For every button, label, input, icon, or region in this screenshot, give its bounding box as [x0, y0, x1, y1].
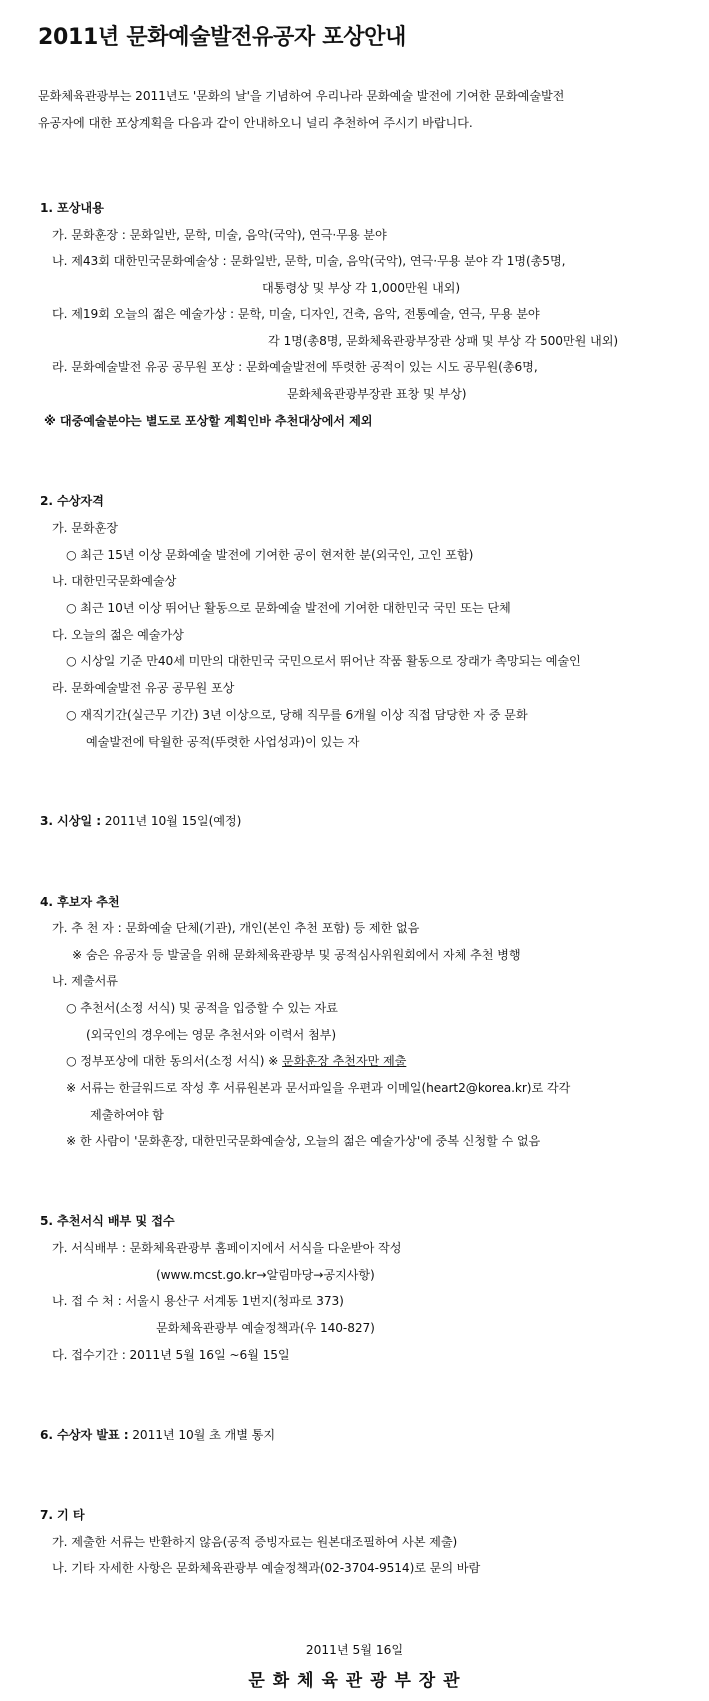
s5-item-a: 가. 서식배부 : 문화체육관광부 홈페이지에서 서식을 다운받아 작성 [52, 1241, 402, 1255]
s5-item-b: 나. 접 수 처 : 서울시 용산구 서계동 1번지(청파로 373) [52, 1294, 344, 1308]
award-date: 2011년 10월 15일(예정) [104, 814, 242, 828]
section-6 [40, 1427, 275, 1443]
s2-item-d: 라. 문화예술발전 유공 공무원 포상 [52, 681, 235, 695]
s4-consent-underline: 문화훈장 추천자만 제출 [282, 1054, 407, 1068]
s1-item-b-line2: 대통령상 및 부상 각 1,000만원 내외) [262, 281, 460, 295]
s1-item-c-line1: 다. 제19회 오늘의 젊은 예술가상 : 문학, 미술, 디자인, 건축, 음악, 전통예술, 연극, 무용 분야 [52, 307, 540, 321]
intro-line-2: 유공자에 대한 포상계획을 다음과 같이 안내하오니 널리 추천하여 주시기 바랍니다. [38, 116, 473, 130]
s7-item-b: 나. 기타 자세한 사항은 문화체육관광부 예술정책과(02-3704-9514)로 문의 바람 [52, 1561, 481, 1575]
s1-item-b-line1: 나. 제43회 대한민국문화예술상 : 문화일반, 문학, 미술, 음악(국악), 연극·무용 분야 각 1명(총5명, [52, 254, 566, 268]
s5-item-c: 다. 접수기간 : 2011년 5월 16일 ~6월 15일 [52, 1348, 290, 1362]
section-5-heading: 5. 추천서식 배부 및 접수 [40, 1214, 175, 1228]
winner-announcement: 2011년 10월 초 개별 통지 [132, 1428, 275, 1442]
s4-consent-text: ○ 정부포상에 대한 동의서(소정 서식) ※ [66, 1054, 279, 1068]
s1-item-d-line2: 문화체육관광부장관 표창 및 부상) [287, 387, 467, 401]
s5-item-a-line2: (www.mcst.go.kr→알림마당→공지사항) [156, 1268, 375, 1282]
s2-item-d-bullet-line2: 예술발전에 탁월한 공적(뚜렷한 사업성과)이 있는 자 [86, 735, 360, 749]
s5-item-b-line2: 문화체육관광부 예술정책과(우 140-827) [156, 1321, 375, 1335]
s2-item-a-bullet: ○ 최근 15년 이상 문화예술 발전에 기여한 공이 현저한 분(외국인, 고인 포함) [66, 548, 474, 562]
s4-item-a: 가. 추 천 자 : 문화예술 단체(기관), 개인(본인 추천 포함) 등 제한 없음 [52, 921, 420, 935]
s4-item-b-bullet1-sub: (외국인의 경우에는 영문 추천서와 이력서 첨부) [86, 1028, 336, 1042]
s1-item-d-line1: 라. 문화예술발전 유공 공무원 포상 : 문화예술발전에 뚜렷한 공적이 있는 시도 공무원(총6명, [52, 360, 538, 374]
section-2-heading: 2. 수상자격 [40, 494, 104, 508]
s4-item-b-bullet1: ○ 추천서(소정 서식) 및 공적을 입증할 수 있는 자료 [66, 1001, 338, 1015]
s4-note1-line1: ※ 서류는 한글워드로 작성 후 서류원본과 문서파일을 우편과 이메일(heart2@korea.kr)로 각각 [66, 1081, 571, 1095]
s4-item-a-note: ※ 숨은 유공자 등 발굴을 위해 문화체육관광부 및 공적심사위원회에서 자체 추천 병행 [72, 948, 521, 962]
s1-item-a: 가. 문화훈장 : 문화일반, 문학, 미술, 음악(국악), 연극·무용 분야 [52, 228, 387, 242]
issue-date: 2011년 5월 16일 [305, 1643, 404, 1657]
s4-item-b-bullet2 [66, 1053, 406, 1069]
s2-item-b-bullet: ○ 최근 10년 이상 뛰어난 활동으로 문화예술 발전에 기여한 대한민국 국민 또는 단체 [66, 601, 511, 615]
s2-item-c: 다. 오늘의 젊은 예술가상 [52, 628, 184, 642]
s2-item-b: 나. 대한민국문화예술상 [52, 574, 177, 588]
section-3-heading: 3. 시상일 : [40, 814, 101, 828]
section-7-heading: 7. 기 타 [40, 1508, 85, 1522]
s4-note2: ※ 한 사람이 '문화훈장, 대한민국문화예술상, 오늘의 젊은 예술가상'에 중복 신청할 수 없음 [66, 1134, 541, 1148]
page-title: 2011년 문화예술발전유공자 포상안내 [38, 25, 407, 50]
intro-line-1: 문화체육관광부는 2011년도 '문화의 날'을 기념하여 우리나라 문화예술 발전에 기여한 문화예술발전 [38, 89, 565, 103]
s4-note1-line2: 제출하여야 함 [90, 1108, 164, 1122]
s4-item-b: 나. 제출서류 [52, 974, 118, 988]
section-4-heading: 4. 후보자 추천 [40, 895, 120, 909]
s2-item-d-bullet-line1: ○ 재직기간(실근무 기간) 3년 이상으로, 당해 직무를 6개월 이상 직접 담당한 자 중 문화 [66, 708, 528, 722]
section-3 [40, 813, 241, 829]
s1-note: ※ 대중예술분야는 별도로 포상할 계획인바 추천대상에서 제외 [44, 414, 373, 428]
s1-item-c-line2: 각 1명(총8명, 문화체육관광부장관 상패 및 부상 각 500만원 내외) [268, 334, 619, 348]
section-1-heading: 1. 포상내용 [40, 201, 104, 215]
s2-item-a: 가. 문화훈장 [52, 521, 118, 535]
section-6-heading: 6. 수상자 발표 : [40, 1428, 129, 1442]
s2-item-c-bullet: ○ 시상일 기준 만40세 미만의 대한민국 국민으로서 뛰어난 작품 활동으로 장래가 촉망되는 예술인 [66, 654, 581, 668]
s7-item-a: 가. 제출한 서류는 반환하지 않음(공적 증빙자료는 원본대조필하여 사본 제출) [52, 1535, 458, 1549]
issuer-name: 문 화 체 육 관 광 부 장 관 [248, 1671, 461, 1691]
